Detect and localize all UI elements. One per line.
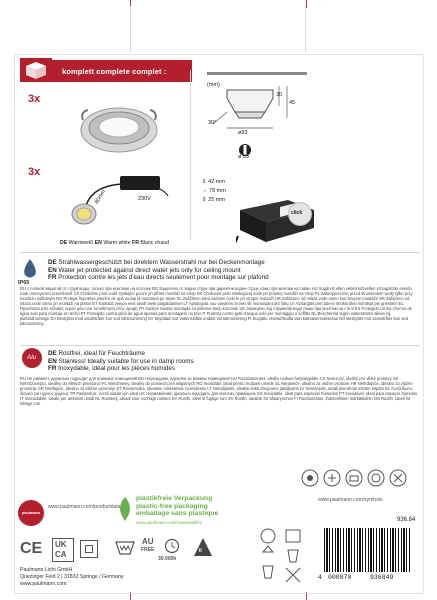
alu-text-fr: Inoxydable, idéal pour les pièces humides: [58, 365, 176, 373]
ip-multilingual-text: RU с полной защитой от струй воды, только при монтаже на потолке BG Защитено от водни струи при директни водни струи, само при монтаж на таван HU Sugárvíz ellen védett közvetlen vízsugárzás esetén csak mennyezeti szerelésnél CS Chráněno proti vodě tryskající pouze při přímé montáži na strop SK Chránené proti striekajúcej vode pri priamej montáži na strop PL Zabezpieczone przed strumieniem wody tylko przy montażu sufitowym RO Protejat împotriva jeturilor de apă numai la montarea pe tavan SL Zaščiteno pred vodnimi curki le pri stropni montaži HR Zaštićeno od mlaza vode samo kod stropne montaže SR Zaštićeno od mlaza vode samo pri montaži na plafon ET Kaitstud veejoa eest ainult laele paigaldamisel LT Apsaugota nuo vandens srovės tik montuojant ant lubų LV Aizsargāts pret ūdens strūklu tikai montējot pie griestiem EL Προστασία από πίδακες νερού μόνο για τοποθέτηση στην οροφή TR Sadece tavana montajda su jetlerine karşı korumalı UK Захищено від струменів води лише при монтажі на стелі ES Protegido contra chorros de agua solo para montaje en techo PT Protegido contra jatos de água apenas para montagem no teto IT Protetto contro getti d'acqua solo per montaggio a soffitto NL Beschermd tegen waterstralen alleen bij plafondmontage DA Beskyttet mod vandstråler kun ved loftsmontering SV Skyddad mot vattenstrålar endast vid takmontering FI Suojattu vesisuihkuilta vain kattoasennuksessa NO Beskyttet mot vannstråler kun ved takmontering: [20, 286, 413, 326]
cutout-diameter: ø 83: [238, 154, 250, 160]
diameter: ø93: [238, 130, 248, 136]
downlight-image: [78, 100, 160, 156]
company-address: Quezinger Feld 2 | 31832 Springe / Germany: [20, 574, 124, 580]
light-color-line: [60, 240, 169, 246]
alu-text-en: Stainless! Ideally suitable for use in damp rooms: [58, 357, 194, 365]
double-insulation-icon: [80, 540, 98, 558]
click-label: click: [291, 210, 303, 216]
contents-header-title: komplett complete complet :: [62, 67, 167, 76]
box-contents-icon: [20, 58, 52, 82]
lang-de: DE: [48, 350, 57, 357]
disposal-icons: [284, 528, 302, 588]
depth-icon: ⇕: [202, 197, 209, 203]
alu-code: Alu: [27, 354, 37, 361]
divider: [20, 345, 420, 346]
ip-text-de: Strahlwassergeschützt bei direktem Wasserstrahl nur bei Deckenmontage: [58, 259, 265, 266]
barcode-bars: [324, 528, 412, 572]
lang-fr: FR: [48, 365, 57, 373]
ip-section: [48, 259, 418, 282]
width-icon: ⇔: [202, 188, 210, 194]
color-de: Warmweiß: [68, 240, 94, 246]
driver-depth: 25 mm: [208, 197, 225, 203]
lang-de: DE: [48, 259, 57, 266]
ukca-mark: [52, 538, 74, 562]
lifetime-hours: 30.000h: [158, 556, 177, 562]
eco-fr: emballage sans plastique: [136, 510, 219, 517]
protection-class-label: II: [199, 548, 202, 554]
usage-symbols: [300, 466, 418, 490]
driver-image: [62, 172, 182, 234]
ce-mark: CE: [20, 540, 43, 557]
barcode-group1: 000870: [328, 574, 352, 581]
driver-height: 42 mm: [208, 179, 225, 185]
alu-multilingual-text: RU Не ржавеет, идеально подходит для влажных помещений BG Неръждаем, идеален за влажни помещения HU Rozsdamentes, ideális nedves helyiségekbe CS Nerezový, ideální pro vlhké prostory SK Nehrdzavejúci, ideálny do vlhkých priestorov PL Nierdzewny, idealny do pomieszczeń wilgotnych RO Inoxidabil, ideal pentru încăperi umede SL Nerjaveče, idealno za vlažne prostore HR Nehrđajuće, idealno za vlažne prostorije SR Nerđajuće, idealno za vlažne prostorije ET Roostevaba, ideaalne niisketesse ruumidesse LT Nerūdijantis, idealiai tinka drėgnoms patalpoms LV Nerūsējošs, ideāli piemērots mitrām telpām EL Ανοξείδωτο, ιδανικό για υγρούς χώρους TR Paslanmaz, nemli odalar için ideal UK Нержавіючий, ідеально підходить для вологих приміщень ES Inoxidable, ideal para espacios húmedos PT Inoxidável, ideal para espaços húmidos IT Inossidabile, ideale per ambienti umidi NL Roestvrij, ideaal voor vochtige ruimtes DA Rustfri, ideel til fugtige rum SV Rostfri, idealisk för våtutrymmen FI Ruostumaton, ihanteellinen märkätiloihin NO Rustfri, ideell for fuktige rom: [20, 376, 418, 406]
recycling-icons: [258, 528, 278, 588]
eco-en: plastic-free packaging: [136, 502, 208, 510]
alu-free-mark: AU: [142, 537, 154, 546]
quantity-lamp: 3x: [28, 93, 41, 105]
color-fr: Blanc chaud: [140, 240, 169, 246]
divider: [20, 252, 420, 253]
crop-mark: [306, 0, 307, 8]
eco-packaging-block: [136, 495, 218, 518]
company-name: Paulmann Licht GmbH: [20, 567, 73, 573]
eco-url: www.paulmann.com/sustainability: [136, 520, 202, 525]
protection-class-icon: [192, 536, 214, 558]
paulmann-seal-text: paulmann: [22, 511, 40, 515]
dimmable-icon: [114, 538, 136, 558]
flap-outline: [130, 6, 306, 52]
alu-section: [48, 350, 418, 373]
column-divider: [190, 70, 191, 240]
height-icon: ⇕: [202, 179, 209, 185]
alu-text-de: Rostfrei, ideal für Feuchträume: [58, 350, 145, 357]
color-en: Warm white: [103, 240, 131, 246]
lang-en: EN: [48, 266, 57, 274]
symbols-url: www.paulmann.com/symbols: [318, 497, 383, 503]
company-info: [20, 567, 123, 588]
alu-free-sub: FREE: [141, 547, 155, 553]
voltage-label: 230V: [138, 196, 151, 202]
article-number: 936.84: [397, 517, 416, 523]
productdata-url: www.paulmann.com/productdata: [48, 504, 121, 510]
dimension-drawing: [205, 80, 305, 145]
quantity-driver: 3x: [28, 166, 41, 178]
lang-fr: FR: [132, 240, 139, 246]
ip-rating: IP65: [18, 280, 30, 286]
leaf-icon: [116, 496, 134, 522]
barcode-lead: 4: [318, 574, 322, 581]
cable-length: 80mm: [94, 189, 108, 206]
eco-de: plastikfreie Verpackung: [136, 495, 213, 502]
ukca-top: UK: [55, 540, 67, 549]
ukca-bottom: CA: [55, 550, 67, 559]
barcode-group2: 936849: [370, 574, 394, 581]
height-inner: 30: [276, 92, 283, 98]
unit-label: (mm): [207, 82, 220, 88]
driver-width: 78 mm: [209, 188, 226, 194]
water-drop-icon: [20, 258, 40, 280]
height-outer: 45: [289, 100, 296, 106]
company-web: www.paulmann.com: [20, 581, 67, 587]
tilt-angle: 30°: [208, 120, 217, 126]
lang-en: EN: [48, 357, 57, 365]
lang-en: EN: [94, 240, 102, 246]
ip-text-en: Water jet protected against direct water jets only for ceiling mount: [58, 266, 241, 274]
lang-fr: FR: [48, 274, 57, 282]
ean-barcode: [318, 528, 416, 584]
hours-icon: [164, 538, 180, 554]
lang-de: DE: [60, 240, 68, 246]
ip-text-fr: Protection contre les jets d'eau directs seulement pour montage sur plafond: [58, 274, 269, 282]
ceiling-line: [207, 72, 307, 75]
